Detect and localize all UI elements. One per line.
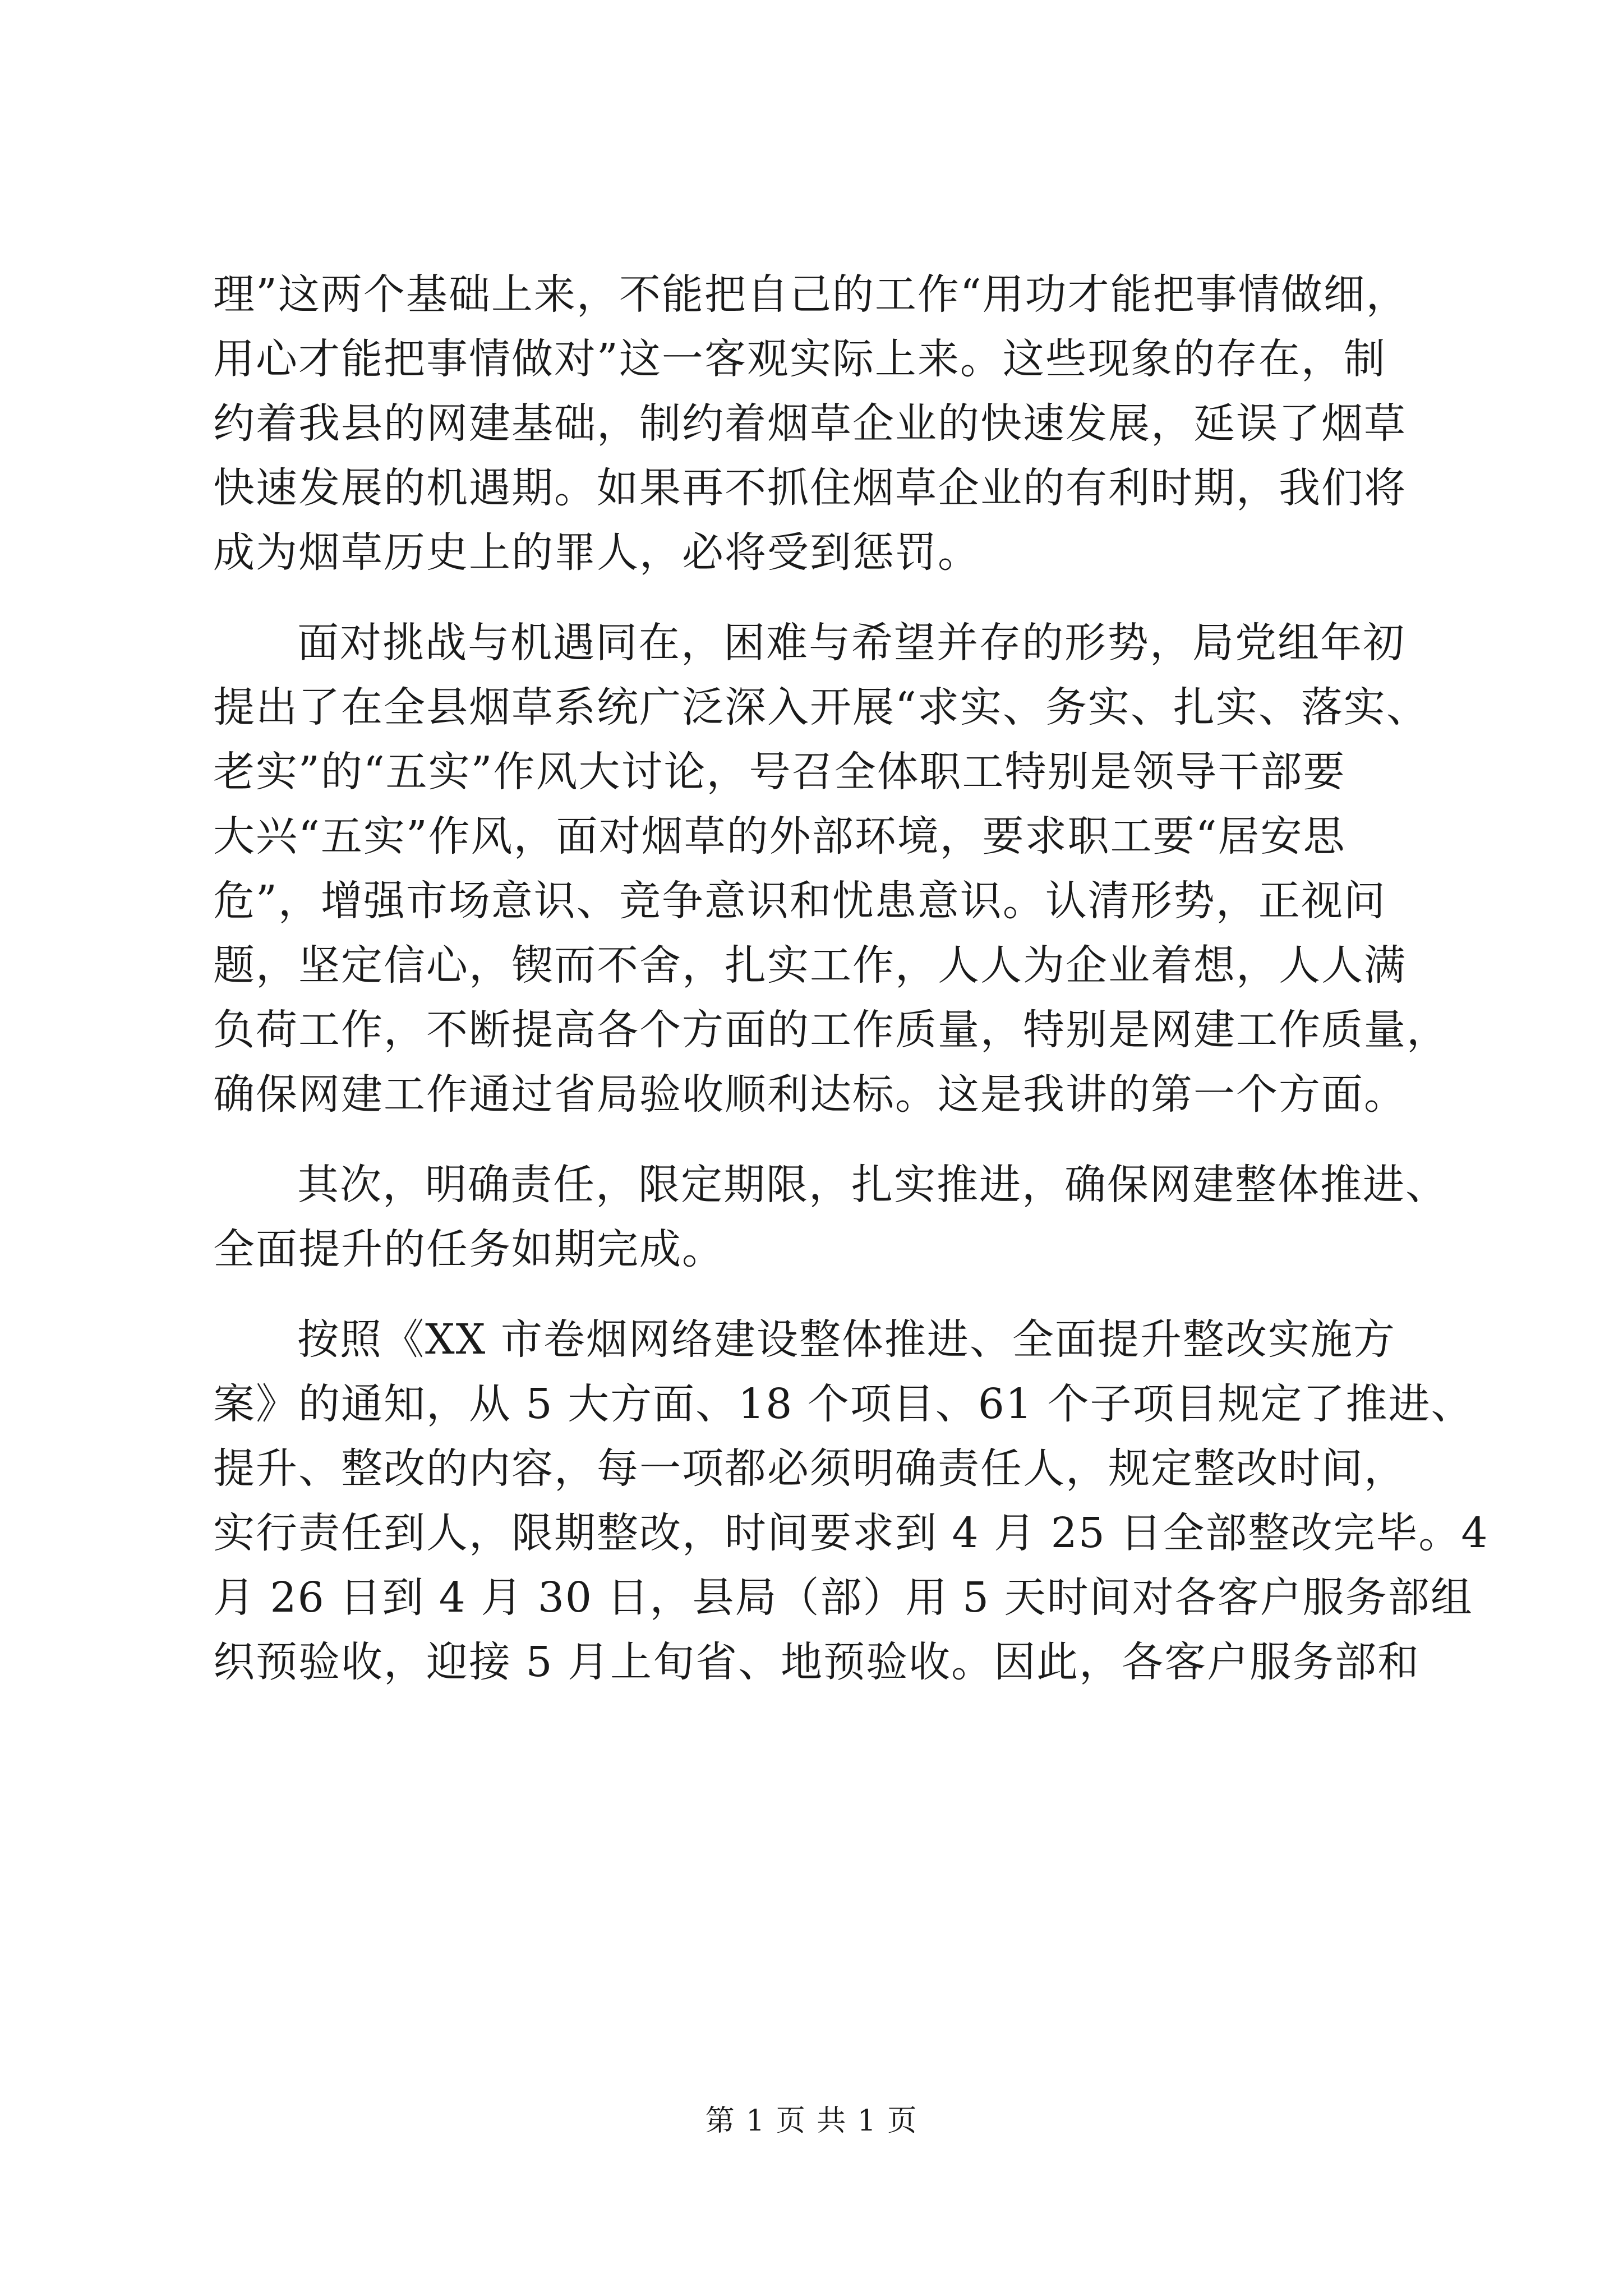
text-line: 全面提升的任务如期完成。 — [213, 1225, 725, 1273]
text-line: 案》的通知，从 5 大方面、18 个项目、61 个子项目规定了推进、 — [213, 1380, 1474, 1428]
text-line: 月 26 日到 4 月 30 日，县局（部）用 5 天时间对各客户服务部组 — [213, 1573, 1473, 1622]
text-line: 成为烟草历史上的罪人，必将受到惩罚。 — [213, 528, 980, 577]
paragraph-1 — [213, 263, 1424, 585]
text-line: 面对挑战与机遇同在，困难与希望并存的形势，局党组年初 — [297, 619, 1405, 667]
text-line: 织预验收，迎接 5 月上旬省、地预验收。因此，各客户服务部和 — [213, 1638, 1421, 1686]
text-line: 用心才能把事情做对”这一客观实际上来。这些现象的存在，制 — [213, 335, 1386, 383]
paragraph-2 — [213, 611, 1449, 1127]
text-line: 约着我县的网建基础，制约着烟草企业的快速发展，延误了烟草 — [213, 399, 1407, 448]
text-line: 理”这两个基础上来，不能把自己的工作“用功才能把事情做细， — [213, 270, 1409, 319]
text-line: 确保网建工作通过省局验收顺利达标。这是我讲的第一个方面。 — [213, 1070, 1407, 1119]
page-number-footer: 第 1 页 共 1 页 — [705, 2104, 918, 2138]
text-line: 题，坚定信心，锲而不舍，扎实工作，人人为企业着想，人人满 — [213, 941, 1407, 990]
text-line: 老实”的“五实”作风大讨论，号召全体职工特别是领导干部要 — [213, 748, 1346, 796]
text-line: 提出了在全县烟草系统广泛深入开展“求实、务实、扎实、落实、 — [213, 683, 1429, 731]
text-line: 其次，明确责任，限定期限，扎实推进，确保网建整体推进、 — [297, 1161, 1448, 1209]
text-line: 按照《XX 市卷烟网络建设整体推进、全面提升整改实施方 — [297, 1315, 1396, 1364]
text-line: 提升、整改的内容，每一项都必须明确责任人，规定整改时间， — [213, 1444, 1407, 1493]
paragraph-4 — [213, 1308, 1489, 1695]
document-body — [213, 263, 1489, 1695]
text-line: 快速发展的机遇期。如果再不抓住烟草企业的有利时期，我们将 — [213, 464, 1407, 512]
text-line: 危”，增强市场意识、竞争意识和忧患意识。认清形势，正视问 — [213, 877, 1386, 925]
text-line: 实行责任到人，限期整改，时间要求到 4 月 25 日全部整改完毕。4 — [213, 1509, 1489, 1557]
text-line: 大兴“五实”作风，面对烟草的外部环境，要求职工要“居安思 — [213, 812, 1346, 861]
text-line: 负荷工作，不断提高各个方面的工作质量，特别是网建工作质量， — [213, 1006, 1449, 1054]
paragraph-3 — [213, 1153, 1448, 1282]
